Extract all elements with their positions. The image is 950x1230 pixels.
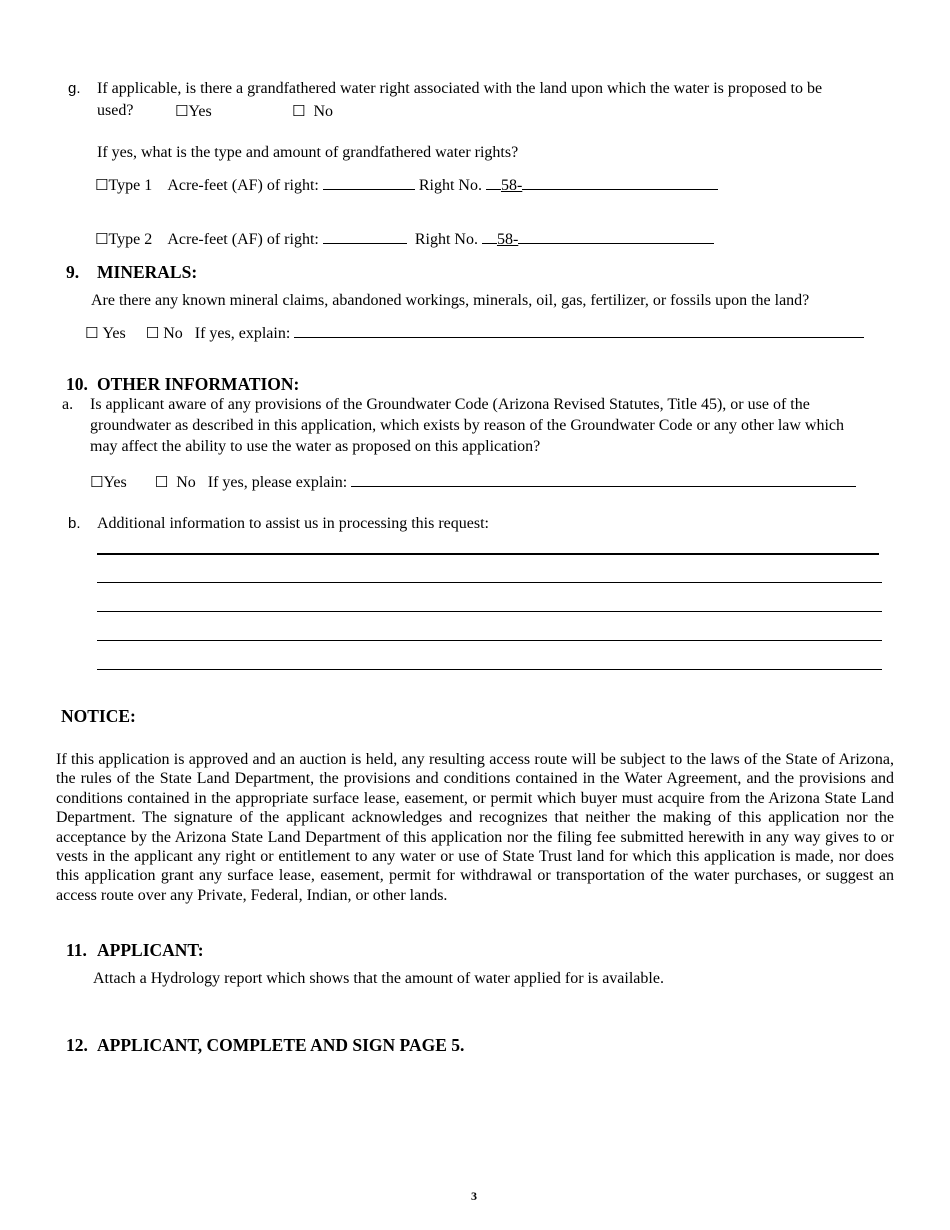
type1-af-label: Acre-feet (AF) of right: — [167, 177, 319, 194]
type1-right-no-label: Right No. — [418, 177, 482, 194]
additional-info-line-2[interactable] — [97, 582, 882, 583]
groundwater-answer-row — [90, 471, 856, 493]
grandfathered-followup: If yes, what is the type and amount of grandfathered water rights? — [97, 144, 519, 161]
type1-right-prefix-line — [486, 174, 501, 190]
section-g-question-cont: used? — [97, 102, 134, 119]
additional-info-line-5[interactable] — [97, 669, 882, 670]
type2-right-no-label: Right No. — [414, 231, 478, 248]
section-11-text: Attach a Hydrology report which shows that the amount of water applied for is available. — [93, 970, 664, 987]
type1-label: Type 1 — [108, 177, 153, 194]
section-12-number: 12. — [66, 1035, 88, 1055]
minerals-yes-label: Yes — [102, 325, 126, 342]
section-10b-text: Additional information to assist us in processing this request: — [97, 515, 489, 532]
section-10a-letter: a. — [62, 396, 74, 413]
type2-row — [95, 228, 714, 250]
type2-af-label: Acre-feet (AF) of right: — [167, 231, 319, 248]
checkbox-icon[interactable]: ☐ — [145, 324, 160, 342]
groundwater-yes-label: Yes — [103, 474, 127, 491]
type1-af-field[interactable] — [323, 174, 415, 190]
section-12-title: APPLICANT, COMPLETE AND SIGN PAGE 5. — [97, 1035, 465, 1055]
page-number: 3 — [471, 1189, 477, 1203]
minerals-explain-label: If yes, explain: — [194, 325, 291, 342]
checkbox-icon[interactable]: ☐ — [154, 473, 169, 491]
checkbox-icon[interactable]: ☐ — [90, 473, 104, 491]
additional-info-line-4[interactable] — [97, 640, 882, 641]
section-9-number: 9. — [66, 262, 80, 282]
type2-right-no-value: 58- — [496, 231, 519, 248]
section-10a-line3: may affect the ability to use the water as proposed on this application? — [90, 438, 541, 455]
type2-right-prefix-line — [482, 228, 497, 244]
groundwater-explain-label: If yes, please explain: — [207, 474, 348, 491]
minerals-question: Are there any known mineral claims, abandoned workings, minerals, oil, gas, fertilizer, or fossils upon the land? — [91, 292, 810, 309]
type2-right-no-field[interactable] — [518, 228, 714, 244]
groundwater-explain-field[interactable] — [351, 471, 856, 487]
checkbox-icon[interactable]: ☐ — [95, 230, 109, 248]
checkbox-icon[interactable]: ☐ — [292, 102, 306, 120]
section-10a-line1: Is applicant aware of any provisions of the Groundwater Code (Arizona Revised Statutes, Title 45), or use of the — [90, 396, 810, 413]
section-10-number: 10. — [66, 374, 88, 394]
type2-label: Type 2 — [108, 231, 153, 248]
checkbox-icon[interactable]: ☐ — [95, 176, 109, 194]
additional-info-line-3[interactable] — [97, 611, 882, 612]
type2-af-field[interactable] — [323, 228, 407, 244]
groundwater-no-label: No — [176, 474, 196, 491]
type1-row — [95, 174, 718, 196]
section-11-number: 11. — [66, 940, 87, 960]
section-9-title: MINERALS: — [97, 262, 198, 282]
type1-right-no-field[interactable] — [522, 174, 718, 190]
section-10a-line2: groundwater as described in this application, which exists by reason of the Groundwater Code or any other law which — [90, 417, 845, 434]
grandfathered-yes-option[interactable]: ☐Yes — [175, 102, 212, 120]
section-g-question: If applicable, is there a grandfathered water right associated with the land upon which the water is proposed to be — [97, 80, 823, 97]
section-10b-letter: b. — [68, 515, 81, 532]
notice-body: If this application is approved and an auction is held, any resulting access route will be subject to the laws of the State of Arizona, the rules of the State Land Department, the provisions and conditions contained in the Water Agreement, and the provisions and conditions contained in the appropriate surface lease, easement, or permit which buyer must acquire from the Arizona State Land Department. The signature of the applicant acknowledges and recognizes that neither the making of this application nor the acceptance by the Arizona State Land Department of this application nor the filing fee submitted herewith in any way gives to or vests in the applicant any right or entitlement to any water or use of State Trust land for which this application is made, nor does this application grant any surface lease, easement, permit for withdrawal or transportation of the water purchases, or suggest an access route over any Private, Federal, Indian, or other lands. — [56, 751, 894, 904]
additional-info-line-1[interactable] — [97, 553, 879, 555]
type1-right-no-value: 58- — [500, 177, 523, 194]
checkbox-icon[interactable]: ☐ — [85, 324, 99, 342]
minerals-answer-row — [85, 322, 864, 344]
checkbox-icon[interactable]: ☐ — [175, 102, 189, 120]
notice-title: NOTICE: — [61, 706, 136, 726]
minerals-explain-field[interactable] — [294, 322, 864, 338]
section-10-title: OTHER INFORMATION: — [97, 374, 300, 394]
section-11-title: APPLICANT: — [97, 940, 204, 960]
grandfathered-no-option[interactable]: ☐ No — [292, 102, 334, 120]
section-g-letter: g. — [68, 80, 81, 97]
minerals-no-label: No — [163, 325, 183, 342]
